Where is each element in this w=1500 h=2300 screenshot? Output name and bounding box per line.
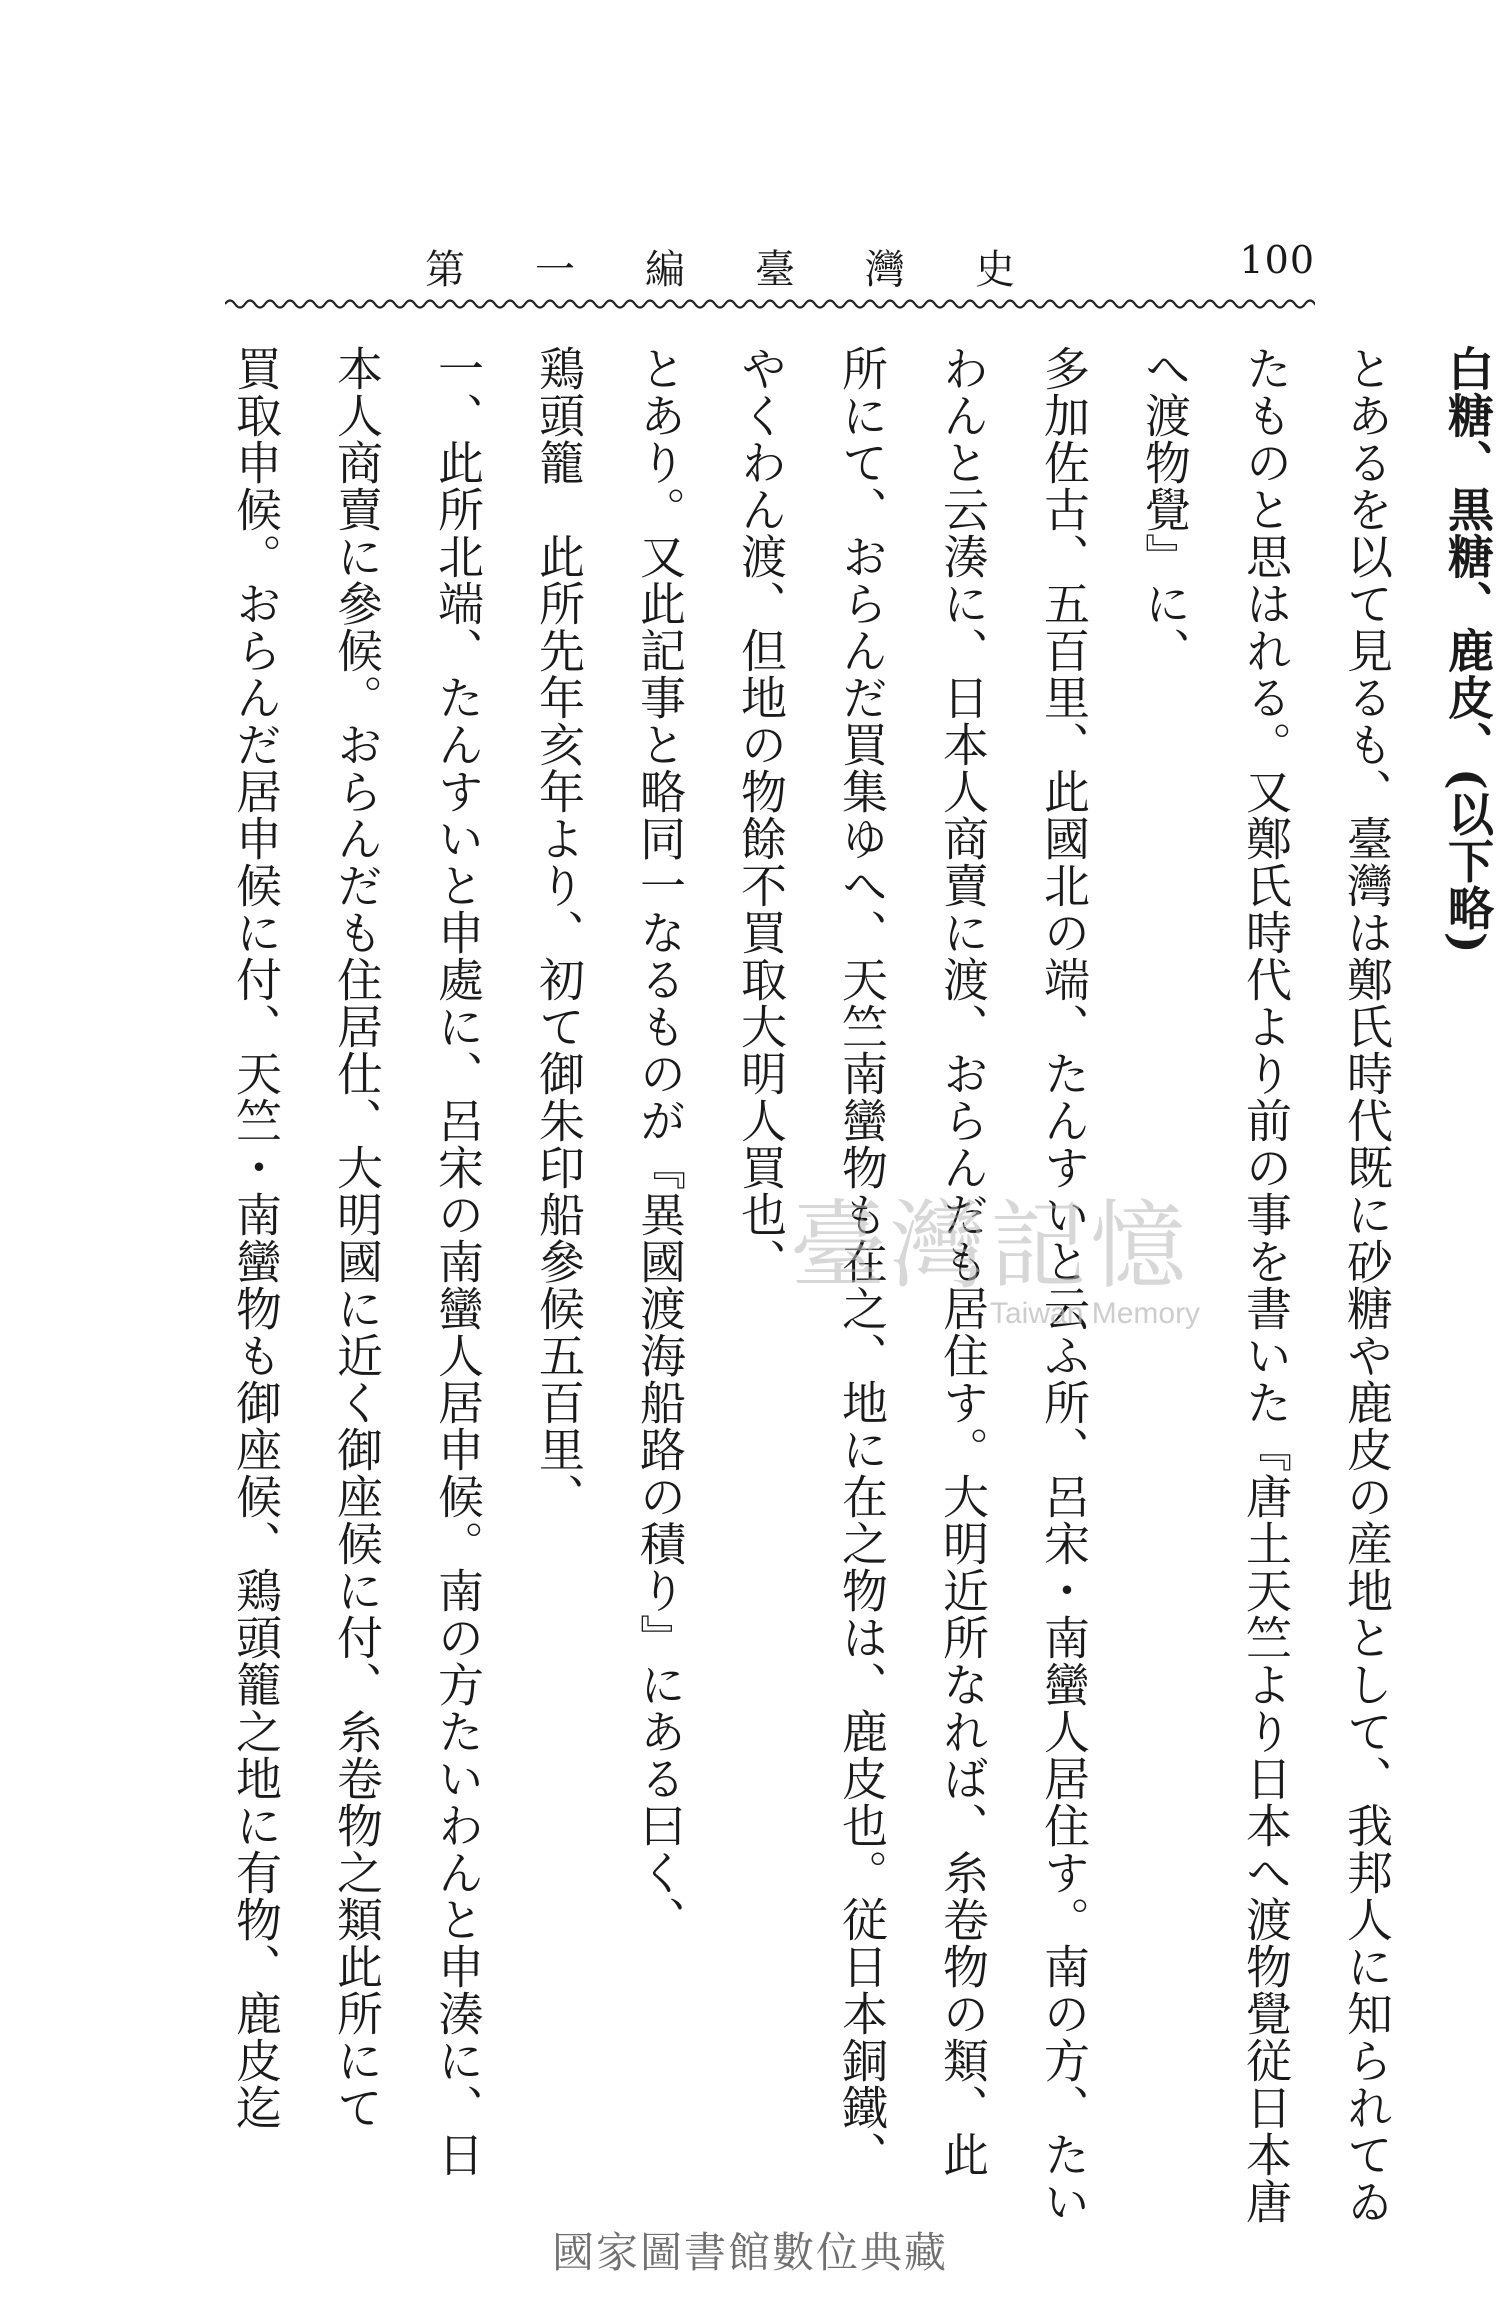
text-column: たものと思はれる。又鄭氏時代より前の事を書いた『唐土天竺より日本へ渡物覺従日本唐 [1239, 345, 1293, 2225]
text-column: へ渡物覺』に、 [1138, 345, 1192, 674]
text-column: わんと云湊に、日本人商賣に渡、おらんだも居住す。大明近所なれば、糸卷物の類、此 [936, 345, 990, 2178]
text-column: 白糖、黒糖、鹿皮、(以下略) [1441, 345, 1495, 955]
watermark-logo-text: 臺灣記憶 [790, 1190, 1190, 1302]
watermark-english-text: Taiwan Memory [990, 1297, 1201, 1330]
text-column: 鶏頭籠 此所先年亥年より、初て御朱印船參候五百里、 [532, 345, 586, 1520]
text-column: 本人商賣に參候。おらんだも住居仕、大明國に近く御座候に付、糸卷物之類此所にて [330, 345, 384, 2131]
text-column: 一、此所北端、たんすいと申處に、呂宋の南蠻人居申候。南の方たいわんと申湊に、日 [431, 345, 485, 2178]
text-column: とあり。又此記事と略同一なるものが『異國渡海船路の積り』にある曰く、 [633, 345, 687, 1943]
text-column: 所にて、おらんだ買集ゆへ、天竺南蠻物も在之、地に在之物は、鹿皮也。従日本銅鐵、 [835, 345, 889, 2178]
text-column: 多加佐古、五百里、此國北の端、たんすいと云ふ所、呂宋・南蠻人居住す。南の方、たい [1037, 345, 1091, 2225]
footer-caption: 國家圖書館數位典藏 [551, 2228, 948, 2277]
text-column: とあるを以て見るも、臺灣は鄭氏時代既に砂糖や鹿皮の産地として、我邦人に知られてゐ [1340, 345, 1394, 2225]
text-column: やくわん渡、但地の物餘不買取大明人買也、 [734, 345, 788, 1285]
page-header [225, 230, 1315, 300]
page-number: 100 [1239, 238, 1315, 282]
body-text [205, 345, 1495, 2225]
text-column: 買取申候。おらんだ居申候に付、天竺・南蠻物も御座候、鶏頭籠之地に有物、鹿皮迄 [229, 345, 283, 2131]
running-title: 第一編臺灣史 [425, 247, 1085, 293]
header-divider-wavy [225, 296, 1315, 312]
